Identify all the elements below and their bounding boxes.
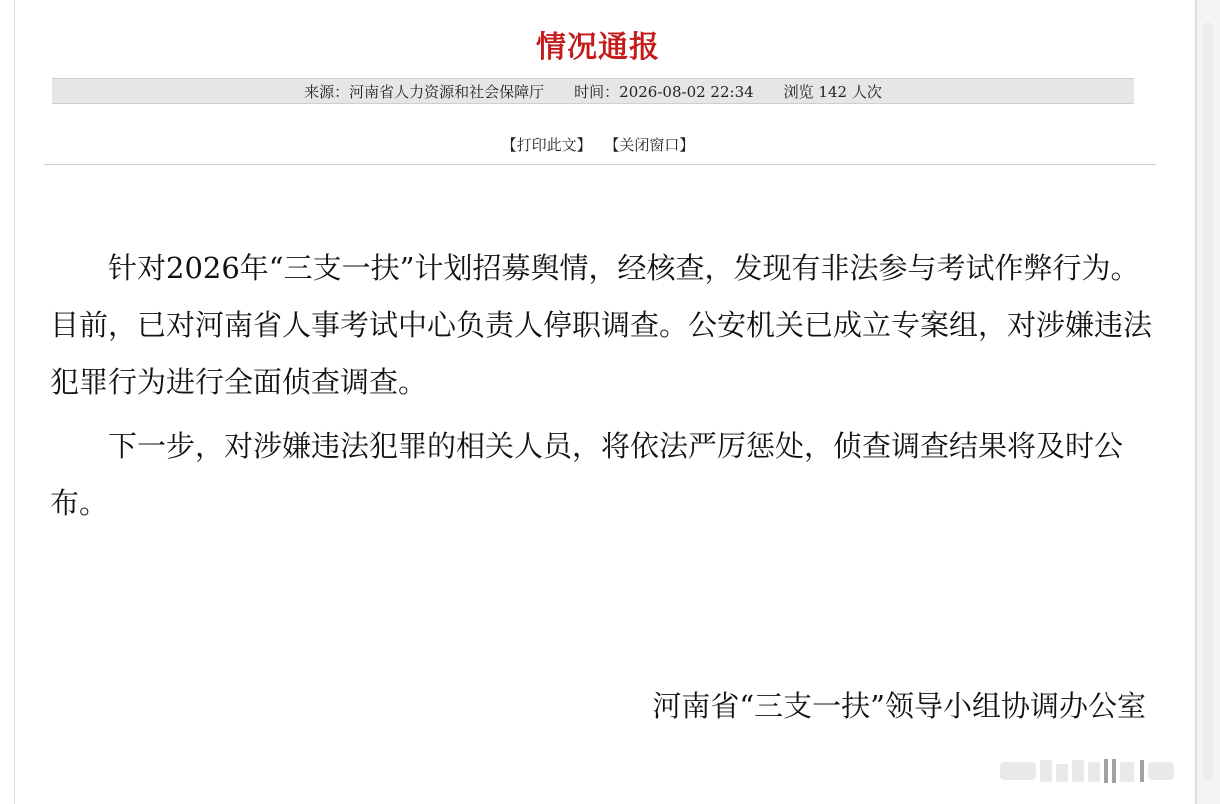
article-actions xyxy=(0,134,1196,155)
watermark-icon xyxy=(1000,756,1180,786)
print-article-link[interactable]: 【打印此文】 xyxy=(501,136,592,154)
page-title: 情况通报 xyxy=(536,30,660,65)
content-divider xyxy=(44,164,1156,165)
meta-source: 来源：河南省人力资源和社会保障厅 xyxy=(304,82,545,101)
article-body xyxy=(50,240,1160,532)
close-window-link[interactable]: 【关闭窗口】 xyxy=(604,136,695,154)
article-meta-bar xyxy=(52,78,1134,104)
vertical-scrollbar[interactable] xyxy=(1196,0,1220,804)
scrollbar-thumb[interactable] xyxy=(1203,22,1213,782)
issuer-signature: 河南省“三支一扶”领导小组协调办公室 xyxy=(652,689,1146,723)
article-paragraph: 针对2026年“三支一扶”计划招募舆情，经核查，发现有非法参与考试作弊行为。目前，已对河南省人事考试中心负责人停职调查。公安机关已成立专案组，对涉嫌违法犯罪行为进行全面侦查调查。 xyxy=(50,251,1153,399)
meta-time: 时间：2026-08-02 22:34 xyxy=(574,82,754,101)
article-paragraph: 下一步，对涉嫌违法犯罪的相关人员，将依法严厉惩处，侦查调查结果将及时公布。 xyxy=(50,429,1124,520)
meta-views: 浏览 142 人次 xyxy=(783,82,882,101)
